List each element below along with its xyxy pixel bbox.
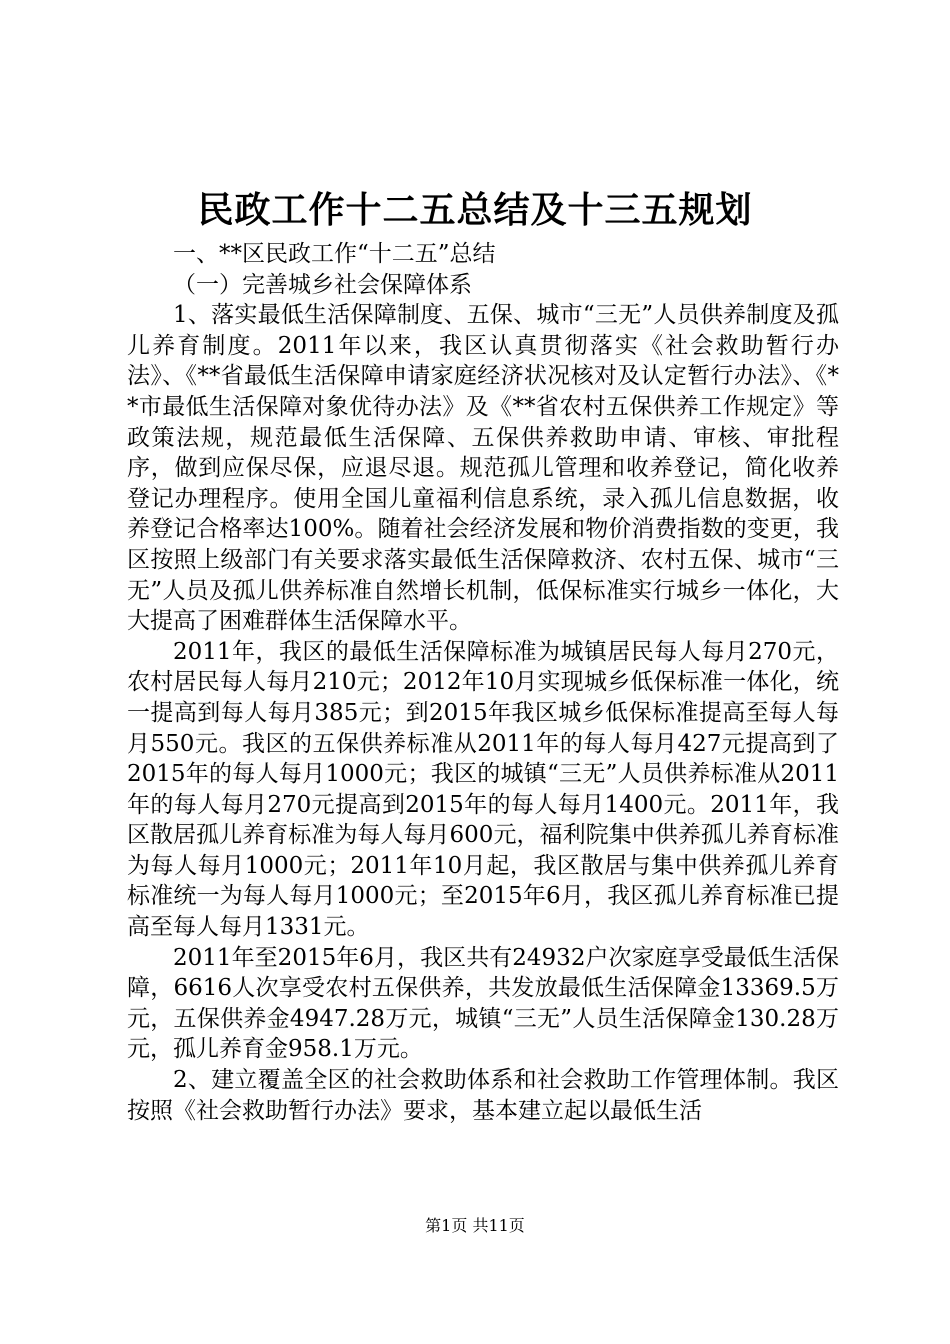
document-title: 民政工作十二五总结及十三五规划 bbox=[197, 189, 753, 231]
subsection-heading: （一）完善城乡社会保障体系 bbox=[173, 271, 472, 298]
paragraph: 2011年，我区的最低生活保障标准为城镇居民每人每月270元，农村居民每人每月210元；2012年10月实现城乡低保标准一体化，统一提高到每人每月385元；到2015年我区城乡低保标准提高至每人每月550元。我区的五保供养标准从2011年的每人每月427元提高到了2015年的每人每月1000元；我区的城镇“三无”人员供养标准从2011年的每人每月270元提高到2015年的每人每月1400元。2011年，我区散居孤儿养育标准为每人每月600元，福利院集中供养孤儿养育标准为每人每月1000元；2011年10月起，我区散居与集中供养孤儿养育标准统一为每人每月1000元；至2015年6月，我区孤儿养育标准已提高至每人每月1331元。 bbox=[127, 638, 839, 941]
paragraph: 2、建立覆盖全区的社会救助体系和社会救助工作管理体制。我区按照《社会救助暂行办法》要求，基本建立起以最低生活 bbox=[127, 1067, 839, 1124]
document-body bbox=[127, 239, 839, 1126]
page-number: 第1页 共11页 bbox=[425, 1216, 525, 1235]
paragraph: 1、落实最低生活保障制度、五保、城市“三无”人员供养制度及孤儿养育制度。2011年以来，我区认真贯彻落实《社会救助暂行办法》、《**省最低生活保障申请家庭经济状况核对及认定暂行办法》、《**市最低生活保障对象优待办法》及《**省农村五保供养工作规定》等政策法规，规范最低生活保障、五保供养救助申请、审核、审批程序，做到应保尽保，应退尽退。规范孤儿管理和收养登记，简化收养登记办理程序。使用全国儿童福利信息系统，录入孤儿信息数据，收养登记合格率达100%。随着社会经济发展和物价消费指数的变更，我区按照上级部门有关要求落实最低生活保障救济、农村五保、城市“三无”人员及孤儿供养标准自然增长机制，低保标准实行城乡一体化，大大提高了困难群体生活保障水平。 bbox=[127, 302, 839, 635]
section-heading: 一、**区民政工作“十二五”总结 bbox=[173, 241, 496, 267]
paragraph: 2011年至2015年6月，我区共有24932户次家庭享受最低生活保障，6616人次享受农村五保供养，共发放最低生活保障金13369.5万元，五保供养金4947.28万元，城镇“三无”人员生活保障金130.28万元，孤儿养育金958.1万元。 bbox=[127, 944, 839, 1063]
